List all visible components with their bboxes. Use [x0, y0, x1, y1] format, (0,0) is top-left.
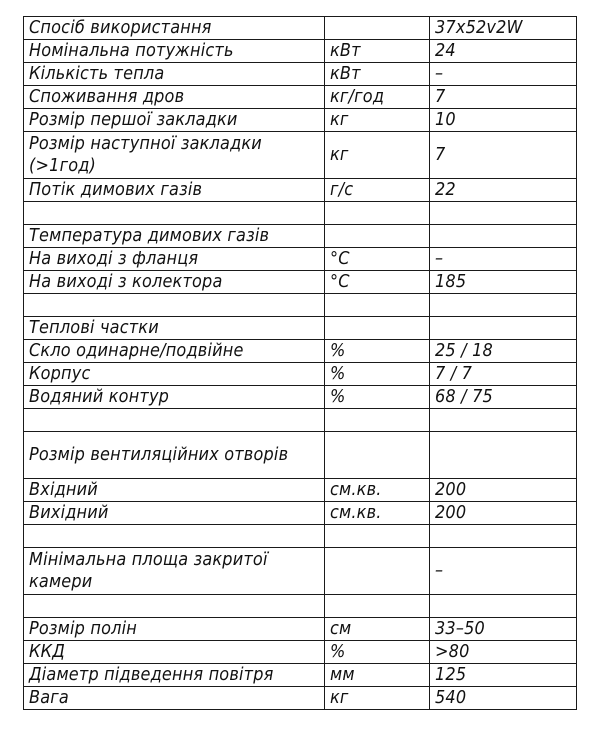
value-cell: [430, 687, 577, 710]
value-text: 7: [435, 145, 446, 165]
parameter-label-cell: [24, 363, 325, 386]
unit-cell: [325, 109, 430, 132]
unit-cell: [325, 525, 430, 548]
parameter-label-cell: [24, 109, 325, 132]
specifications-table-body: [24, 17, 577, 710]
value-cell: [430, 294, 577, 317]
parameter-label-text: Номінальна потужність: [29, 41, 234, 61]
parameter-label-cell: [24, 294, 325, 317]
unit-text: г/с: [330, 180, 354, 200]
unit-cell: [325, 409, 430, 432]
value-cell: [430, 132, 577, 179]
table-row-spacer: [24, 202, 577, 225]
table-row: [24, 479, 577, 502]
table-row: [24, 271, 577, 294]
table-row: [24, 40, 577, 63]
parameter-label-cell: [24, 179, 325, 202]
value-text: 200: [435, 503, 467, 523]
value-text: 22: [435, 180, 456, 200]
table-row: [24, 432, 577, 479]
table-row: [24, 386, 577, 409]
unit-text: см.кв.: [330, 480, 382, 500]
value-cell: [430, 432, 577, 479]
table-row-spacer: [24, 525, 577, 548]
table-row: [24, 641, 577, 664]
table-row: [24, 363, 577, 386]
unit-cell: [325, 502, 430, 525]
table-row: [24, 317, 577, 340]
unit-cell: [325, 86, 430, 109]
unit-text: кг/год: [330, 87, 385, 107]
parameter-label-cell: [24, 225, 325, 248]
unit-text: см: [330, 619, 352, 639]
unit-cell: [325, 294, 430, 317]
value-text: >80: [435, 642, 470, 662]
parameter-label-cell: [24, 409, 325, 432]
parameter-label-text: Споживання дров: [29, 87, 185, 107]
value-cell: [430, 641, 577, 664]
unit-text: см.кв.: [330, 503, 382, 523]
value-cell: [430, 248, 577, 271]
value-cell: [430, 17, 577, 40]
value-cell: [430, 225, 577, 248]
value-cell: [430, 317, 577, 340]
parameter-label-cell: [24, 63, 325, 86]
unit-text: °C: [330, 249, 350, 269]
value-text: 25 / 18: [435, 341, 493, 361]
unit-cell: [325, 595, 430, 618]
parameter-label-text: Корпус: [29, 364, 91, 384]
parameter-label-cell: [24, 386, 325, 409]
unit-text: кВт: [330, 64, 361, 84]
value-cell: [430, 409, 577, 432]
value-cell: [430, 40, 577, 63]
parameter-label-text: Теплові частки: [29, 318, 159, 338]
value-cell: [430, 386, 577, 409]
parameter-label-text: На виході з колектора: [29, 272, 223, 292]
unit-cell: [325, 432, 430, 479]
table-row: [24, 225, 577, 248]
unit-cell: [325, 248, 430, 271]
unit-cell: [325, 641, 430, 664]
unit-cell: [325, 40, 430, 63]
unit-cell: [325, 618, 430, 641]
value-cell: [430, 63, 577, 86]
unit-text: %: [330, 642, 346, 662]
table-row: [24, 86, 577, 109]
unit-cell: [325, 17, 430, 40]
parameter-label-cell: [24, 595, 325, 618]
table-row: [24, 664, 577, 687]
parameter-label-text: Водяний контур: [29, 387, 170, 407]
unit-text: кг: [330, 688, 349, 708]
parameter-label-cell: [24, 271, 325, 294]
value-text: 185: [435, 272, 467, 292]
table-row: [24, 179, 577, 202]
unit-cell: [325, 340, 430, 363]
unit-text: кВт: [330, 41, 361, 61]
value-cell: [430, 479, 577, 502]
table-row: [24, 548, 577, 595]
parameter-label-text: Розмір першої закладки: [29, 110, 238, 130]
parameter-label-text: Вхідний: [29, 480, 98, 500]
parameter-label-cell: [24, 40, 325, 63]
table-row: [24, 502, 577, 525]
parameter-label-cell: [24, 618, 325, 641]
value-cell: [430, 363, 577, 386]
parameter-label-cell: [24, 17, 325, 40]
value-text: 125: [435, 665, 467, 685]
value-text: 33–50: [435, 619, 485, 639]
table-row: [24, 17, 577, 40]
unit-cell: [325, 202, 430, 225]
parameter-label-text: Діаметр підведення повітря: [29, 665, 274, 685]
table-row: [24, 132, 577, 179]
unit-cell: [325, 664, 430, 687]
unit-cell: [325, 317, 430, 340]
table-row: [24, 340, 577, 363]
parameter-label-text: ККД: [29, 642, 65, 662]
unit-text: кг: [330, 145, 349, 165]
unit-text: %: [330, 387, 346, 407]
parameter-label-cell: [24, 502, 325, 525]
parameter-label-cell: [24, 317, 325, 340]
unit-text: мм: [330, 665, 355, 685]
parameter-label-cell: [24, 548, 325, 595]
value-cell: [430, 271, 577, 294]
value-cell: [430, 109, 577, 132]
parameter-label-cell: [24, 340, 325, 363]
unit-cell: [325, 179, 430, 202]
value-cell: [430, 548, 577, 595]
value-cell: [430, 179, 577, 202]
value-text: 7 / 7: [435, 364, 473, 384]
value-cell: [430, 525, 577, 548]
value-text: 24: [435, 41, 456, 61]
parameter-label-cell: [24, 525, 325, 548]
value-cell: [430, 595, 577, 618]
value-cell: [430, 502, 577, 525]
parameter-label-text: Скло одинарне/подвійне: [29, 341, 244, 361]
unit-cell: [325, 548, 430, 595]
unit-text: %: [330, 341, 346, 361]
table-row: [24, 618, 577, 641]
value-text: –: [435, 64, 444, 84]
value-cell: [430, 340, 577, 363]
parameter-label-cell: [24, 132, 325, 179]
unit-cell: [325, 63, 430, 86]
parameter-label-text: Вага: [29, 688, 69, 708]
parameter-label-cell: [24, 432, 325, 479]
unit-cell: [325, 271, 430, 294]
parameter-label-cell: [24, 86, 325, 109]
value-text: 200: [435, 480, 467, 500]
value-text: 37x52v2W: [435, 18, 523, 38]
unit-cell: [325, 687, 430, 710]
table-row: [24, 109, 577, 132]
parameter-label-text: Потік димових газів: [29, 180, 203, 200]
unit-text: %: [330, 364, 346, 384]
table-row: [24, 63, 577, 86]
parameter-label-text: Розмір наступної закладки (>1год): [29, 134, 262, 176]
parameter-label-text: Спосіб використання: [29, 18, 212, 38]
unit-cell: [325, 132, 430, 179]
parameter-label-text: Розмір полін: [29, 619, 137, 639]
value-text: 540: [435, 688, 467, 708]
parameter-label-text: Кількість тепла: [29, 64, 165, 84]
value-cell: [430, 664, 577, 687]
parameter-label-cell: [24, 687, 325, 710]
value-text: –: [435, 561, 444, 581]
table-row-spacer: [24, 409, 577, 432]
parameter-label-text: Мінімальна площа закритої камери: [29, 550, 268, 592]
value-text: 68 / 75: [435, 387, 493, 407]
specifications-table: [23, 16, 577, 710]
value-text: –: [435, 249, 444, 269]
unit-text: °C: [330, 272, 350, 292]
value-text: 10: [435, 110, 456, 130]
parameter-label-text: Розмір вентиляційних отворів: [29, 445, 289, 465]
unit-cell: [325, 386, 430, 409]
value-cell: [430, 618, 577, 641]
parameter-label-cell: [24, 479, 325, 502]
parameter-label-cell: [24, 202, 325, 225]
value-cell: [430, 202, 577, 225]
parameter-label-text: Температура димових газів: [29, 226, 270, 246]
table-row: [24, 687, 577, 710]
table-row: [24, 248, 577, 271]
value-cell: [430, 86, 577, 109]
parameter-label-text: На виході з фланця: [29, 249, 199, 269]
table-row-spacer: [24, 595, 577, 618]
value-text: 7: [435, 87, 446, 107]
unit-cell: [325, 479, 430, 502]
unit-cell: [325, 225, 430, 248]
table-row-spacer: [24, 294, 577, 317]
parameter-label-cell: [24, 641, 325, 664]
parameter-label-cell: [24, 664, 325, 687]
parameter-label-text: Вихідний: [29, 503, 109, 523]
parameter-label-cell: [24, 248, 325, 271]
unit-cell: [325, 363, 430, 386]
unit-text: кг: [330, 110, 349, 130]
